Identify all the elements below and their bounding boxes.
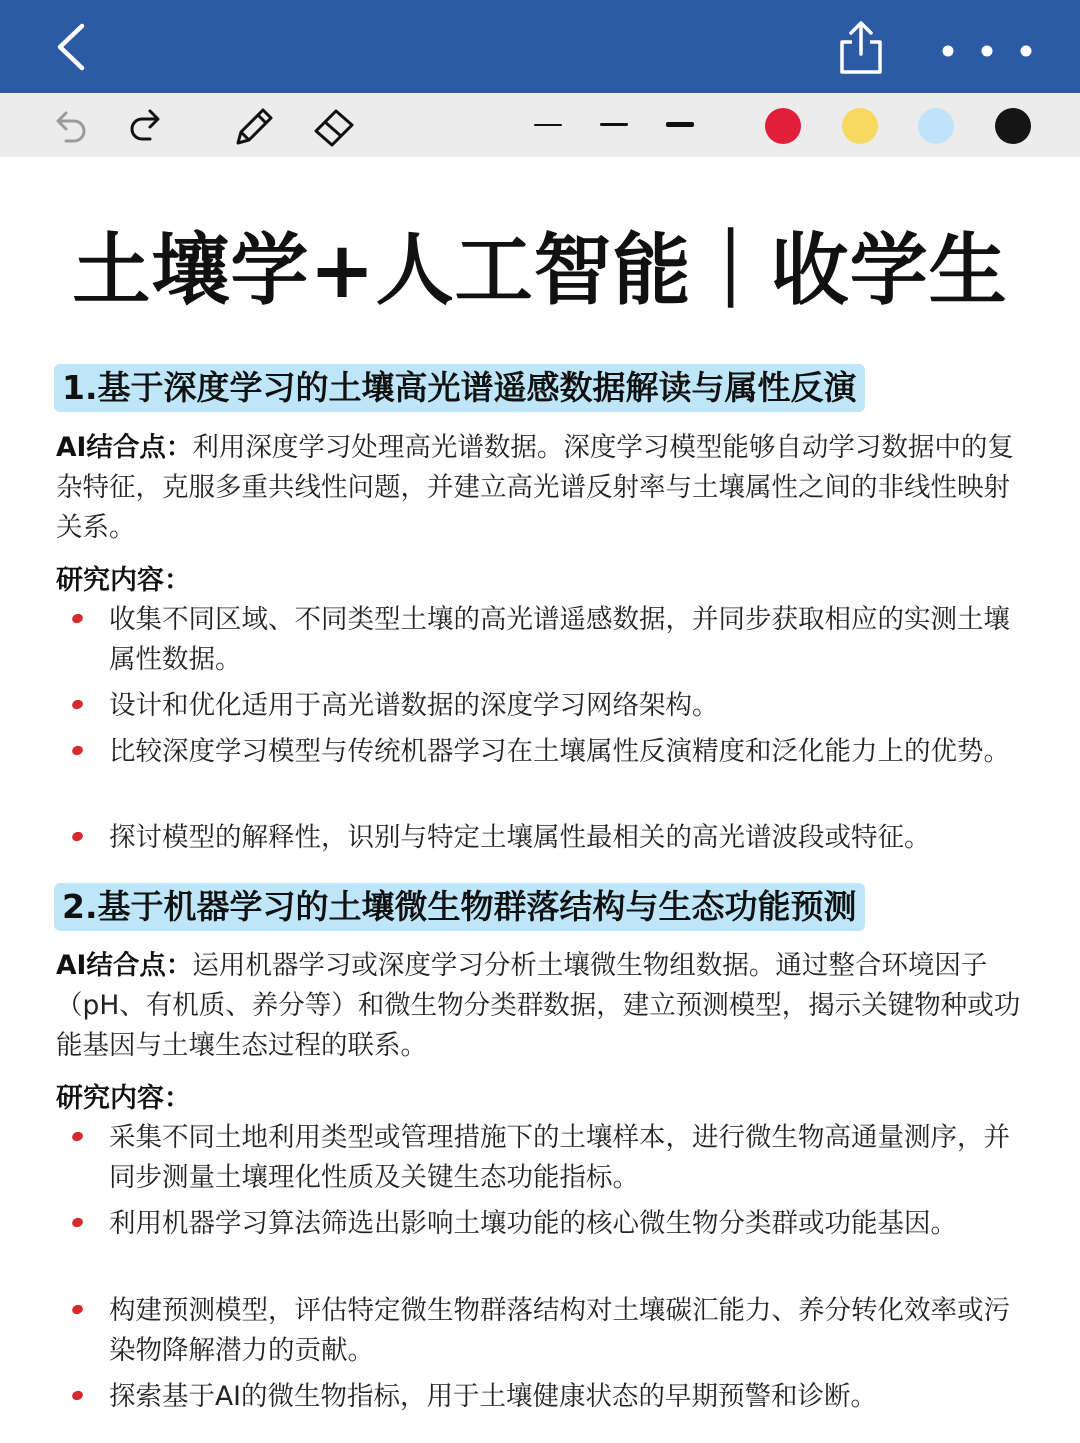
undo-button[interactable] (52, 107, 90, 143)
stroke-thin-line (534, 124, 562, 126)
page-title: 土壤学+人工智能｜收学生 (72, 226, 1008, 316)
bullet-dot (71, 1303, 84, 1315)
undo-icon (52, 107, 90, 143)
section-2-ai-text: 运用机器学习或深度学习分析土壤微生物组数据。通过整合环境因子（pH、有机质、养分等）和微生物分类群数据，建立预测模型，揭示关键物种或功能基因与土壤生态过程的联系。 (56, 950, 1021, 1061)
section-1-ai-paragraph (56, 428, 1026, 548)
stroke-thin-button[interactable] (528, 93, 568, 157)
redo-button[interactable] (126, 107, 164, 143)
eraser-button[interactable] (312, 105, 356, 147)
bullet-dot (71, 1389, 84, 1401)
bullet-dot (71, 744, 84, 756)
section-2-research-label: 研究内容： (56, 1083, 191, 1114)
pencil-icon (232, 105, 276, 147)
bullet-dot (71, 612, 84, 624)
more-dots-icon (930, 30, 1040, 70)
stroke-thick-button[interactable] (660, 93, 700, 157)
chevron-left-icon (50, 22, 94, 72)
bullet-dot (71, 830, 84, 842)
share-icon (836, 20, 886, 76)
color-swatch-light-blue[interactable] (918, 108, 954, 144)
top-nav-bar (0, 0, 1080, 93)
bullet-dot (71, 698, 84, 710)
back-button[interactable] (50, 22, 94, 72)
color-swatch-yellow[interactable] (842, 108, 878, 144)
stroke-medium-line (600, 123, 628, 126)
section-2-item-1: 采集不同土地利用类型或管理措施下的土壤样本，进行微生物高通量测序，并同步测量土壤理化性质及关键生态功能指标。 (109, 1122, 1010, 1193)
stroke-medium-button[interactable] (594, 93, 634, 157)
section-1-ai-label: AI结合点： (56, 432, 193, 463)
color-swatch-red[interactable] (765, 108, 801, 144)
bullet-dot (71, 1216, 84, 1228)
section-1-item-4: 探讨模型的解释性，识别与特定土壤属性最相关的高光谱波段或特征。 (109, 822, 931, 853)
color-swatch-black[interactable] (995, 108, 1031, 144)
section-2-heading: 2.基于机器学习的土壤微生物群落结构与生态功能预测 (54, 883, 865, 931)
section-2-ai-label: AI结合点： (56, 950, 193, 981)
pencil-button[interactable] (232, 105, 276, 147)
share-button[interactable] (836, 20, 886, 76)
section-1-item-1: 收集不同区域、不同类型土壤的高光谱遥感数据，并同步获取相应的实测土壤属性数据。 (109, 604, 1010, 675)
section-1-item-3: 比较深度学习模型与传统机器学习在土壤属性反演精度和泛化能力上的优势。 (109, 736, 1010, 767)
more-button[interactable] (930, 30, 1040, 70)
section-2-item-4: 探索基于AI的微生物指标，用于土壤健康状态的早期预警和诊断。 (109, 1381, 877, 1412)
section-2-item-2: 利用机器学习算法筛选出影响土壤功能的核心微生物分类群或功能基因。 (109, 1208, 957, 1239)
section-2-item-3: 构建预测模型，评估特定微生物群落结构对土壤碳汇能力、养分转化效率或污染物降解潜力的贡献。 (109, 1295, 1010, 1366)
redo-icon (126, 107, 164, 143)
bullet-dot (71, 1130, 84, 1142)
eraser-icon (312, 105, 356, 147)
section-1-heading: 1.基于深度学习的土壤高光谱遥感数据解读与属性反演 (54, 364, 865, 412)
section-1-item-2: 设计和优化适用于高光谱数据的深度学习网络架构。 (109, 690, 719, 721)
section-2-ai-paragraph (56, 946, 1026, 1066)
section-1-ai-text: 利用深度学习处理高光谱数据。深度学习模型能够自动学习数据中的复杂特征，克服多重共线性问题，并建立高光谱反射率与土壤属性之间的非线性映射关系。 (56, 432, 1014, 543)
stroke-thick-line (666, 122, 694, 127)
section-1-research-label: 研究内容： (56, 565, 191, 596)
